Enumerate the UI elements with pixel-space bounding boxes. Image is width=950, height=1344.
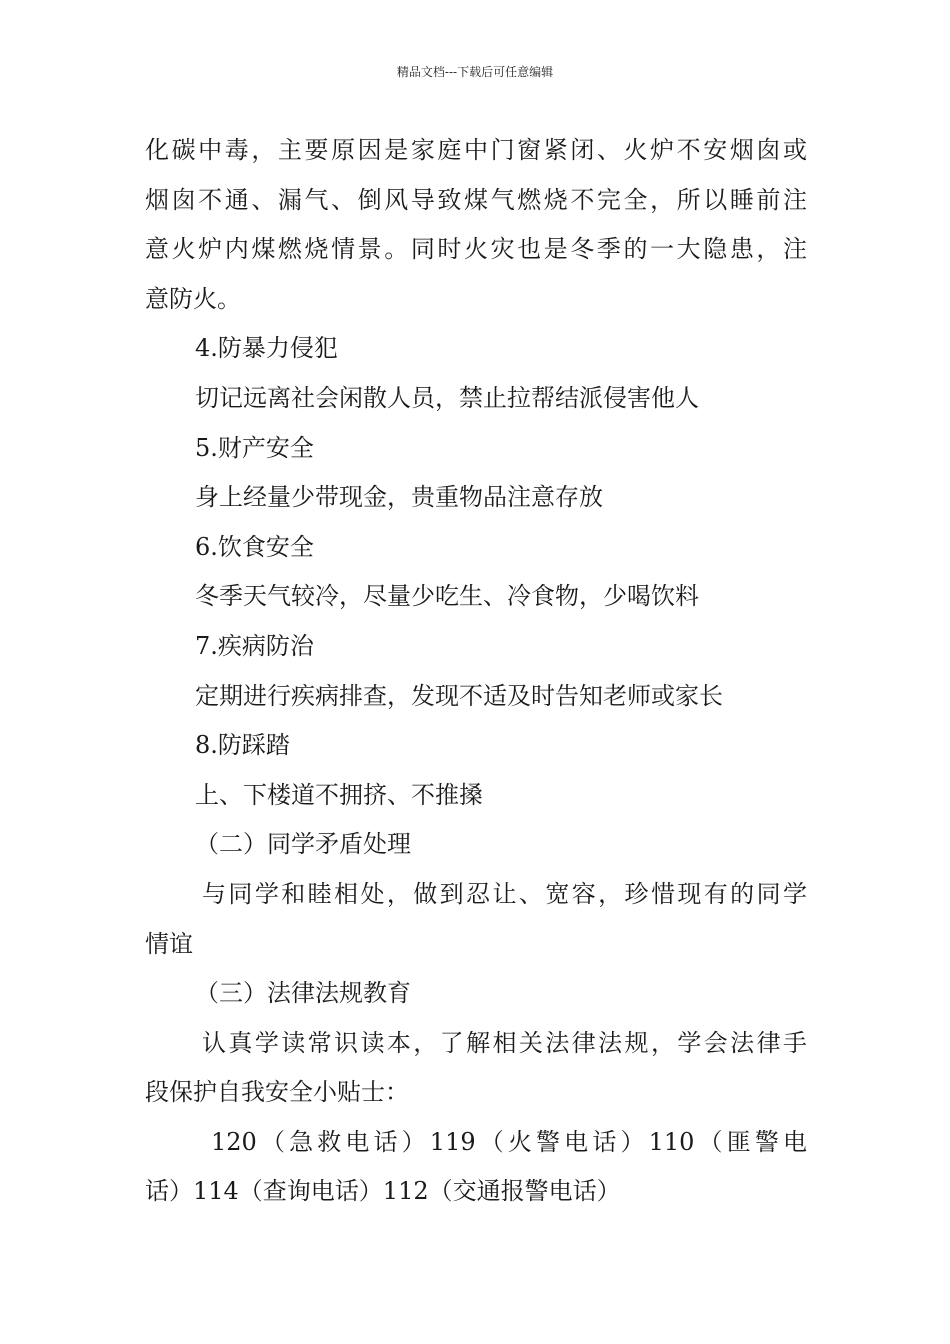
paragraph-line: 意防火。 — [145, 284, 241, 313]
paragraph-line: 化碳中毒，主要原因是家庭中门窗紧闭、火炉不安烟囱或 — [145, 136, 807, 164]
item-6-title: 6.饮食安全 — [195, 532, 314, 561]
page-header: 精品文档---下载后可任意编辑 — [396, 65, 554, 79]
section-3-title: （三）法律法规教育 — [195, 979, 411, 1008]
item-5-text: 身上经量少带现金，贵重物品注意存放 — [195, 483, 603, 512]
paragraph-line: 烟囱不通、漏气、倒风导致煤气燃烧不完全，所以睡前注 — [145, 185, 807, 214]
item-4-text: 切记远离社会闲散人员，禁止拉帮结派侵害他人 — [195, 383, 699, 412]
section-3-line: 段保护自我安全小贴士： — [145, 1078, 409, 1107]
section-2-line: 与同学和睦相处，做到忍让、宽容，珍惜现有的同学 — [202, 879, 807, 908]
item-8-title: 8.防踩踏 — [195, 731, 290, 760]
paragraph-line: 意火炉内煤燃烧情景。同时火灾也是冬季的一大隐患，注 — [145, 235, 807, 264]
section-2-line: 情谊 — [145, 929, 193, 958]
item-7-text: 定期进行疾病排查，发现不适及时告知老师或家长 — [195, 681, 723, 710]
item-5-title: 5.财产安全 — [195, 433, 314, 462]
section-2-title: （二）同学矛盾处理 — [195, 830, 411, 859]
document-body — [145, 126, 807, 1217]
item-4-title: 4.防暴力侵犯 — [195, 334, 338, 363]
item-7-title: 7.疾病防治 — [195, 631, 314, 660]
item-8-text: 上、下楼道不拥挤、不推搡 — [195, 780, 483, 809]
phone-numbers-line: 话）114（查询电话）112（交通报警电话） — [145, 1177, 621, 1206]
item-6-text: 冬季天气较冷，尽量少吃生、冷食物，少喝饮料 — [195, 582, 699, 611]
phone-numbers-line: 120（急救电话）119（火警电话）110（匪警电 — [211, 1127, 807, 1156]
section-3-line: 认真学读常识读本，了解相关法律法规，学会法律手 — [202, 1028, 807, 1057]
